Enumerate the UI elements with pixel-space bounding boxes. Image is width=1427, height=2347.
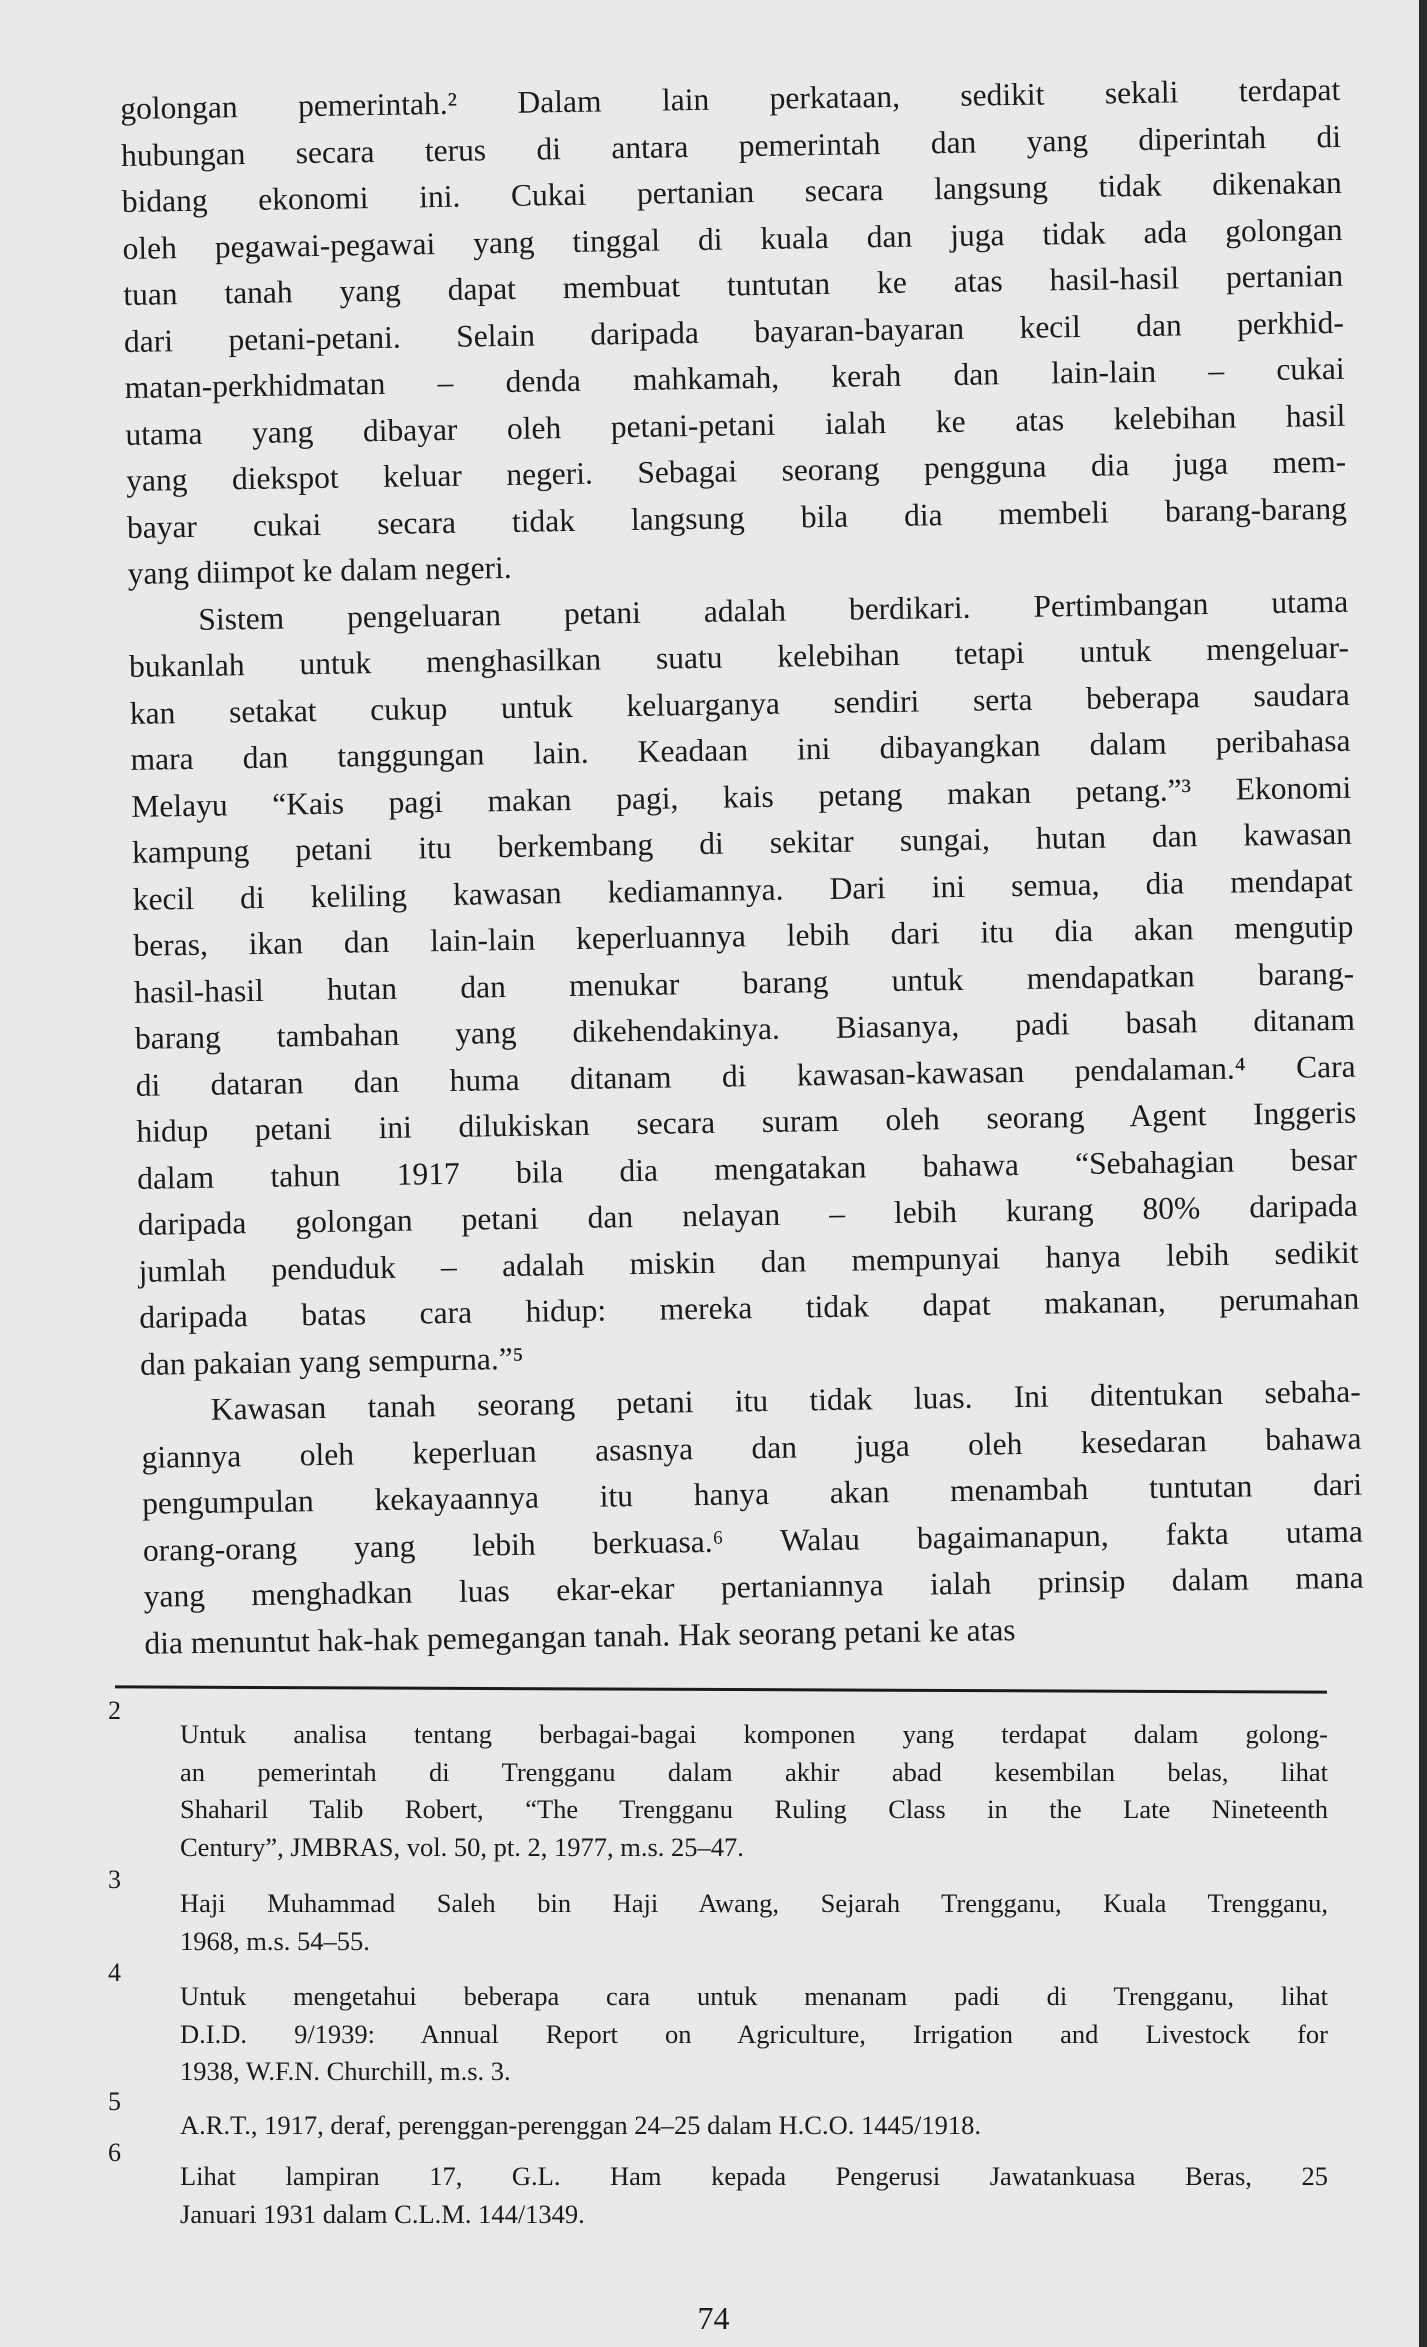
text-line: beras, ikan dan lain-lain keperluannya lebih dari itu dia akan mengutip (133, 908, 1354, 963)
footnote-line: Untuk analisa tentang berbagai-bagai komponen yang terdapat dalam golong- (180, 1719, 1328, 1749)
text-line: dalam tahun 1917 bila dia mengatakan bahawa “Sebahagian besar (136, 1141, 1358, 1196)
text-line: jumlah penduduk – adalah miskin dan mempunyai hanya lebih sedikit (138, 1234, 1359, 1289)
page-number: 74 (697, 2300, 730, 2336)
text-line: golongan pemerintah.² Dalam lain perkataan, sedikit sekali terdapat (120, 71, 1341, 126)
footnote-line: Century”, JMBRAS, vol. 50, pt. 2, 1977, m.s. 25–47. (180, 1831, 744, 1862)
footnote-line: Haji Muhammad Saleh bin Haji Awang, Sejarah Trengganu, Kuala Trengganu, (180, 1888, 1328, 1918)
text-line: mara dan tanggungan lain. Keadaan ini dibayangkan dalam peribahasa (130, 722, 1351, 777)
text-line: matan-perkhidmatan – denda mahkamah, kerah dan lain-lain – cukai (124, 350, 1345, 405)
paragraph (120, 67, 1348, 598)
footnote-line: Lihat lampiran 17, G.L. Ham kepada Pengerusi Jawatankuasa Beras, 25 (180, 2161, 1328, 2191)
text-line: Kawasan tanah seorang petani itu tidak luas. Ini ditentukan sebaha- (210, 1373, 1361, 1427)
text-line: dan pakaian yang sempurna.”⁵ (139, 1340, 524, 1382)
text-line: oleh pegawai-pegawai yang tinggal di kuala dan juga tidak ada golongan (122, 211, 1343, 266)
text-line: kampung petani itu berkembang di sekitar sungai, hutan dan kawasan (131, 815, 1353, 870)
footnote-line: A.R.T., 1917, deraf, perenggan-perenggan 24–25 dalam H.C.O. 1445/1918. (180, 2110, 981, 2140)
text-line: Melayu “Kais pagi makan pagi, kais petang makan petang.”³ Ekonomi (131, 769, 1352, 824)
footnote-text (180, 1716, 1328, 1866)
text-line: kecil di keliling kawasan kediamannya. Dari ini semua, dia mendapat (132, 862, 1353, 917)
footnote-line: Januari 1931 dalam C.L.M. 144/1349. (180, 2198, 585, 2229)
footnote-line: 1938, W.F.N. Churchill, m.s. 3. (180, 2056, 511, 2086)
text-line: giannya oleh keperluan asasnya dan juga oleh kesedaran bahawa (141, 1420, 1362, 1475)
text-line: tuan tanah yang dapat membuat tuntutan ke atas hasil-hasil pertanian (123, 257, 1344, 312)
text-line: yang menghadkan luas ekar-ekar pertaniannya ialah prinsip dalam mana (143, 1559, 1364, 1614)
footnote-text (180, 2158, 1328, 2233)
footnote-divider (115, 1685, 1327, 1693)
text-line: bukanlah untuk menghasilkan suatu kelebihan tetapi untuk mengeluar- (128, 629, 1350, 684)
footnote-line: Shaharil Talib Robert, “The Trengganu Ruling Class in the Late Nineteenth (180, 1794, 1328, 1824)
footnote-line: an pemerintah di Trengganu dalam akhir abad kesembilan belas, lihat (180, 1756, 1328, 1787)
text-line: barang tambahan yang dikehendakinya. Biasanya, padi basah ditanam (134, 1001, 1356, 1056)
scan-edge (1419, 0, 1427, 2347)
body-text (120, 67, 1365, 1667)
text-line: bayar cukai secara tidak langsung bila dia membeli barang-barang (126, 490, 1348, 545)
text-line: pengumpulan kekayaannya itu hanya akan menambah tuntutan dari (141, 1466, 1363, 1521)
footnote-number: 4 (108, 1958, 121, 1987)
text-line: di dataran dan huma ditanam di kawasan-kawasan pendalaman.⁴ Cara (135, 1048, 1356, 1103)
paragraph (140, 1369, 1364, 1667)
text-line: orang-orang yang lebih berkuasa.⁶ Walau bagaimanapun, fakta utama (142, 1513, 1364, 1568)
footnote-line: 1968, m.s. 54–55. (180, 1925, 370, 1956)
footnote-text (180, 1978, 1328, 2091)
text-line: yang diekspot keluar negeri. Sebagai seorang pengguna dia juga mem- (125, 443, 1347, 498)
text-line: kan setakat cukup untuk keluarganya sendiri serta beberapa saudara (129, 676, 1350, 731)
text-line: yang diimpot ke dalam negeri. (127, 549, 512, 591)
text-line: hubungan secara terus di antara pemerintah dan yang diperintah di (120, 118, 1342, 173)
footnote-number: 6 (108, 2138, 121, 2167)
text-line: hasil-hasil hutan dan menukar barang untuk mendapatkan barang- (133, 955, 1355, 1010)
text-line: dari petani-petani. Selain daripada bayaran-bayaran kecil dan perkhid- (123, 304, 1345, 359)
footnote-number: 5 (108, 2087, 121, 2116)
footnote-text (180, 2107, 1328, 2145)
text-line: daripada golongan petani dan nelayan – lebih kurang 80% daripada (137, 1187, 1359, 1242)
text-line: dia menuntut hak-hak pemegangan tanah. Hak seorang petani ke atas (144, 1611, 1016, 1661)
footnote-line: D.I.D. 9/1939: Annual Report on Agriculture, Irrigation and Livestock for (180, 2018, 1328, 2049)
footnote-number: 3 (108, 1865, 121, 1894)
text-line: utama yang dibayar oleh petani-petani ialah ke atas kelebihan hasil (125, 397, 1346, 452)
text-line: hidup petani ini dilukiskan secara suram oleh seorang Agent Inggeris (136, 1094, 1357, 1149)
footnote-number: 2 (108, 1696, 121, 1725)
text-line: Sistem pengeluaran petani adalah berdikari. Pertimbangan utama (198, 583, 1349, 637)
text-line: bidang ekonomi ini. Cukai pertanian secara langsung tidak dikenakan (121, 164, 1342, 219)
footnote-line: Untuk mengetahui beberapa cara untuk menanam padi di Trengganu, lihat (180, 1981, 1328, 2011)
footnote-text (180, 1885, 1328, 1960)
paragraph (128, 578, 1360, 1388)
text-line: daripada batas cara hidup: mereka tidak dapat makanan, perumahan (139, 1280, 1360, 1335)
